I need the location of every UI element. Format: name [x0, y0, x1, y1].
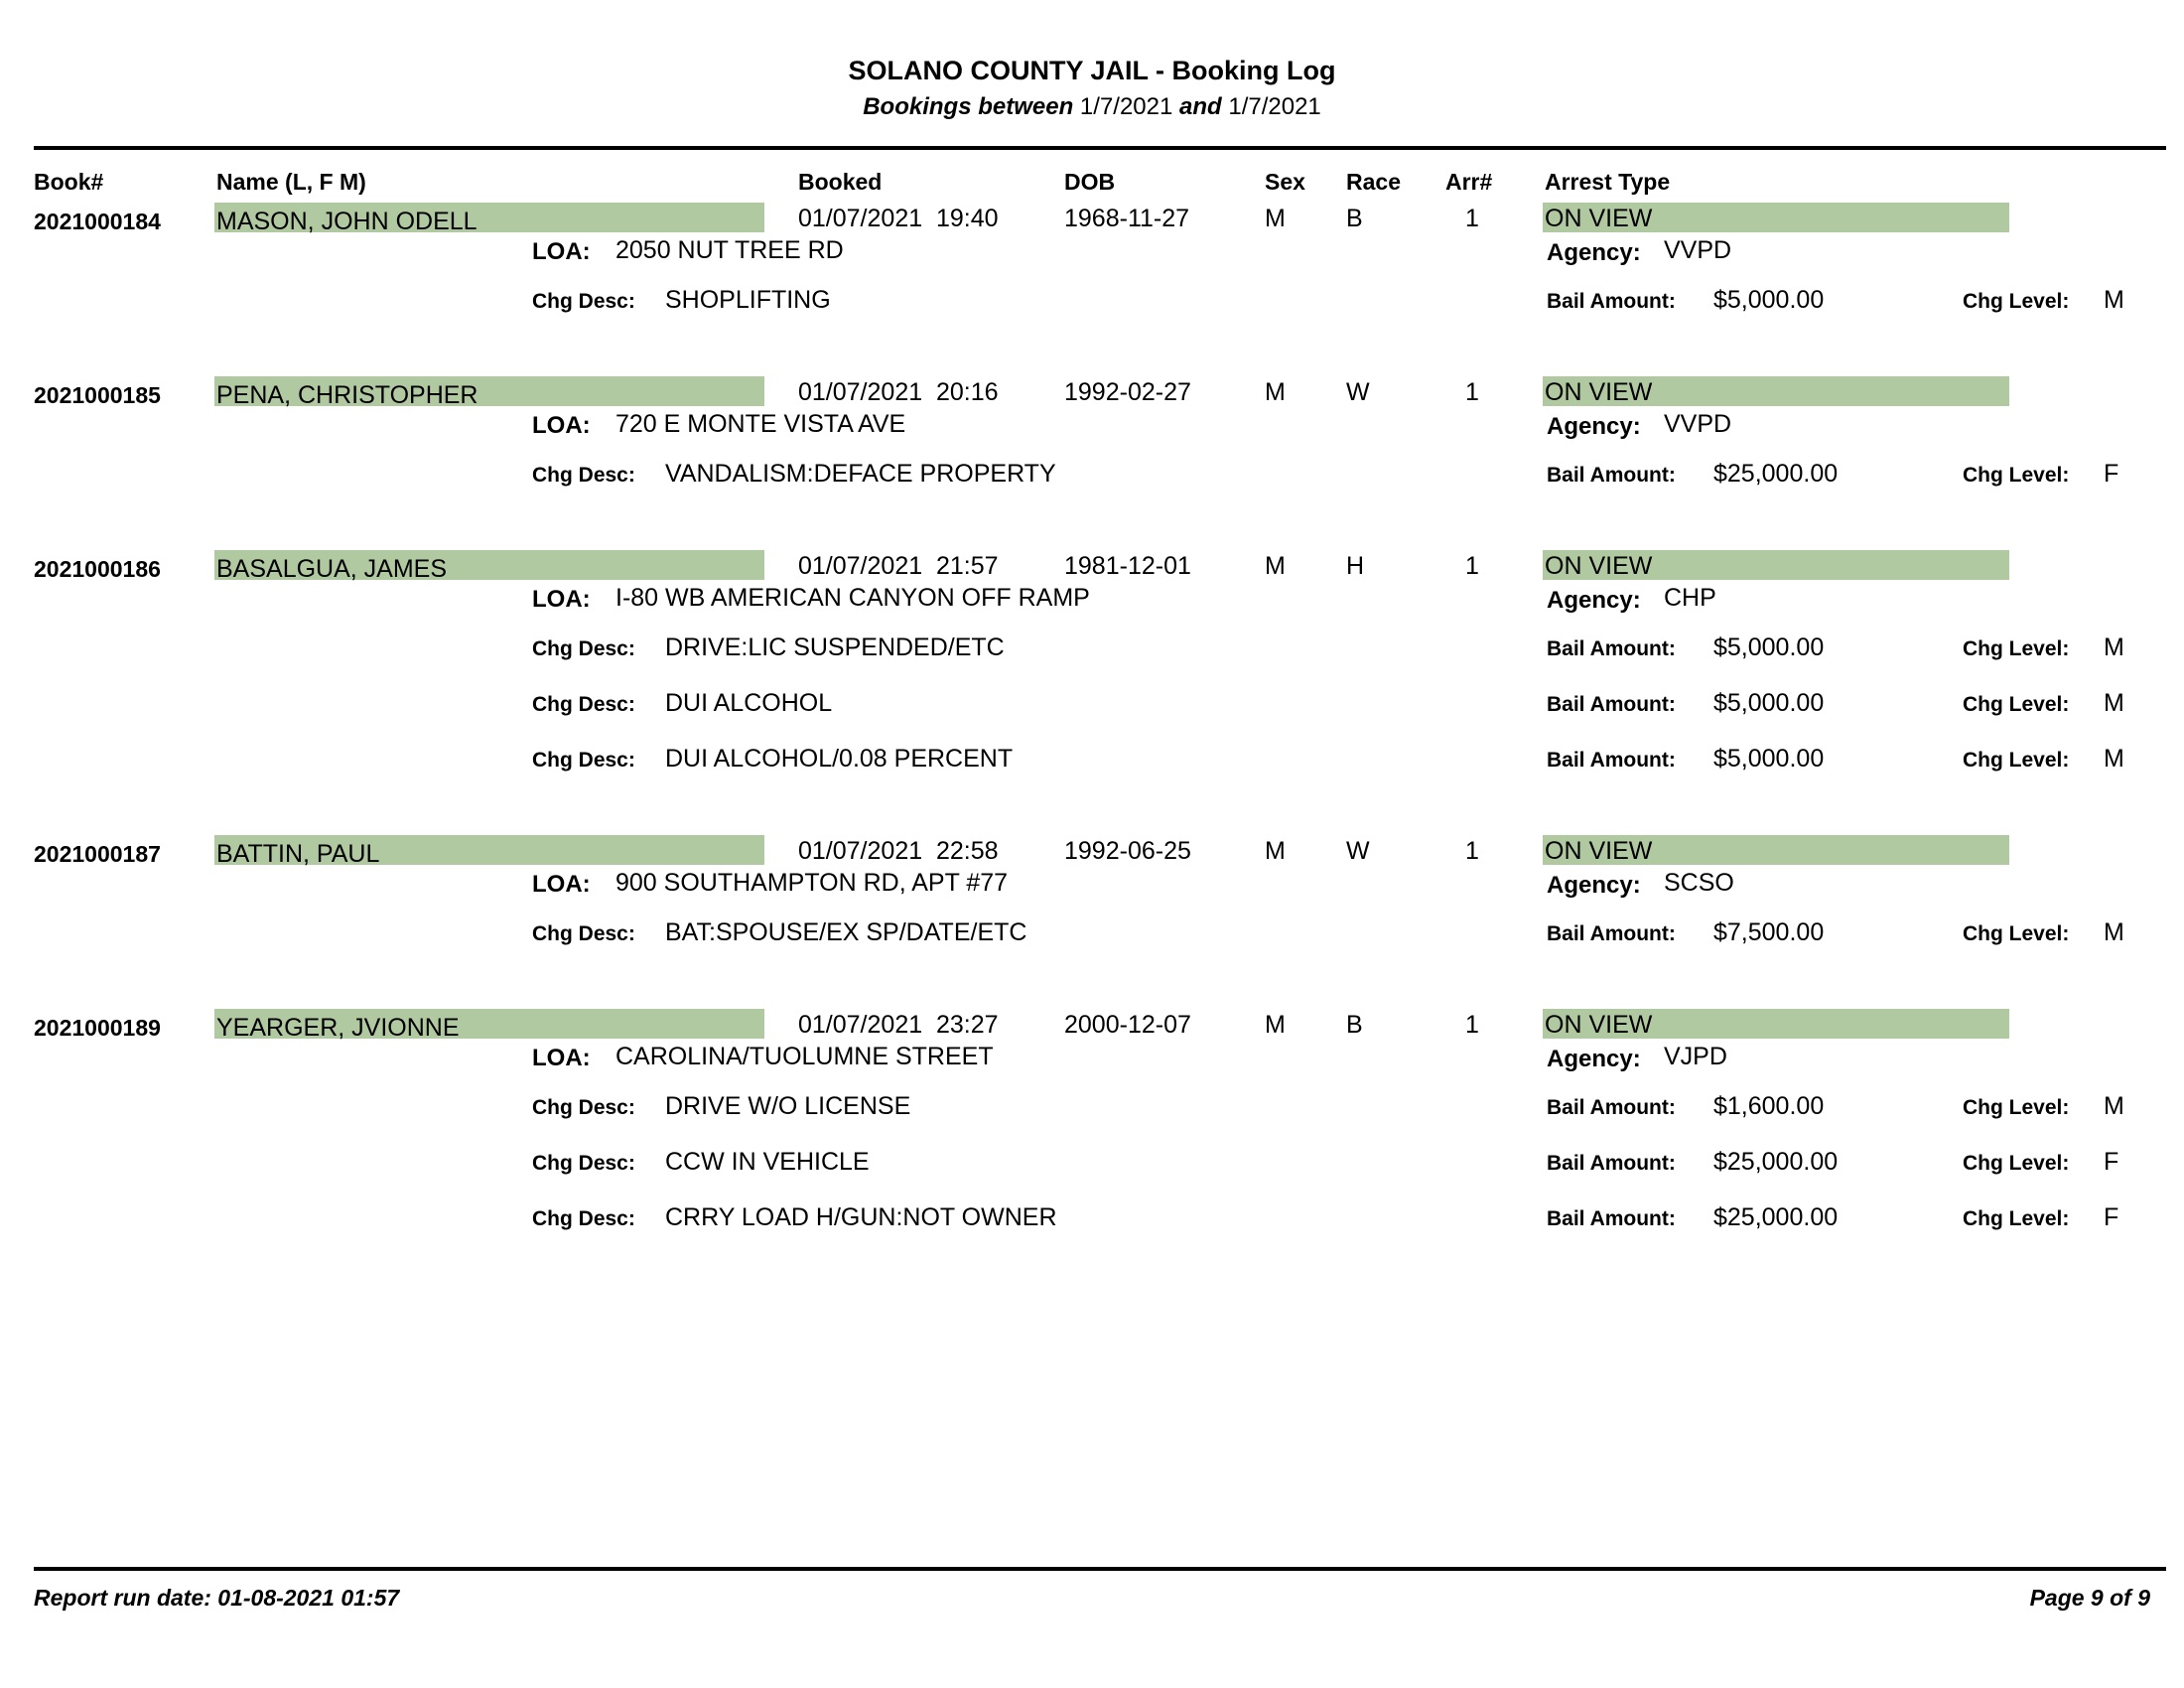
chg-desc-label: Chg Desc:: [532, 464, 635, 487]
chg-desc-value: CRRY LOAD H/GUN:NOT OWNER: [665, 1203, 1057, 1231]
sex: M: [1265, 552, 1286, 580]
date-from: 1/7/2021: [1079, 93, 1173, 120]
bail-amount-value: $5,000.00: [1713, 633, 1825, 661]
chg-level-value: M: [2104, 745, 2124, 773]
booked-date: 01/07/2021: [798, 1011, 923, 1039]
chg-desc-label: Chg Desc:: [532, 922, 635, 945]
col-sex: Sex: [1265, 169, 1305, 195]
chg-desc-label: Chg Desc:: [532, 1096, 635, 1119]
book-number: 2021000184: [34, 209, 161, 234]
race: W: [1346, 837, 1370, 865]
arrest-type: ON VIEW: [1545, 378, 1653, 406]
chg-level-label: Chg Level:: [1963, 1152, 2070, 1175]
arrest-type-highlight: [1543, 376, 2009, 406]
bail-amount-label: Bail Amount:: [1547, 637, 1676, 660]
arrest-type-highlight: [1543, 203, 2009, 232]
chg-desc-value: DUI ALCOHOL/0.08 PERCENT: [665, 745, 1014, 773]
name-highlight: [214, 835, 764, 868]
bail-amount-value: $25,000.00: [1713, 1203, 1839, 1231]
page-number: Page 9 of 9: [2029, 1585, 2150, 1611]
arrest-type-highlight: [1543, 1009, 2009, 1039]
inmate-name: MASON, JOHN ODELL: [216, 208, 478, 235]
booking-record: [0, 831, 2184, 990]
chg-desc-value: BAT:SPOUSE/EX SP/DATE/ETC: [665, 918, 1027, 946]
book-number: 2021000187: [34, 841, 161, 867]
subtitle-and: and: [1179, 93, 1222, 120]
chg-level-label: Chg Level:: [1963, 922, 2070, 945]
agency-value: CHP: [1664, 584, 1716, 612]
arrest-type: ON VIEW: [1545, 552, 1653, 580]
agency-value: VVPD: [1664, 236, 1732, 264]
chg-level-label: Chg Level:: [1963, 1096, 2070, 1119]
col-name: Name (L, F M): [216, 169, 366, 195]
book-number: 2021000185: [34, 382, 161, 408]
chg-desc-label: Chg Desc:: [532, 1207, 635, 1230]
chg-desc-value: DRIVE W/O LICENSE: [665, 1092, 911, 1120]
race: B: [1346, 1011, 1363, 1039]
col-arrest-type: Arrest Type: [1545, 169, 1671, 195]
col-arr: Arr#: [1445, 169, 1493, 195]
loa-label: LOA:: [532, 586, 591, 613]
dob: 2000-12-07: [1064, 1011, 1191, 1039]
inmate-name: BATTIN, PAUL: [216, 840, 380, 868]
loa-value: 2050 NUT TREE RD: [615, 236, 844, 264]
booked-time: 21:57: [936, 552, 999, 580]
bail-amount-label: Bail Amount:: [1547, 464, 1676, 487]
agency-label: Agency:: [1547, 587, 1641, 614]
col-dob: DOB: [1064, 169, 1116, 195]
bail-amount-label: Bail Amount:: [1547, 693, 1676, 716]
chg-desc-label: Chg Desc:: [532, 1152, 635, 1175]
chg-level-label: Chg Level:: [1963, 1207, 2070, 1230]
loa-label: LOA:: [532, 412, 591, 439]
race: B: [1346, 205, 1363, 232]
arrest-number: 1: [1465, 552, 1479, 580]
agency-value: VVPD: [1664, 410, 1732, 438]
bail-amount-value: $5,000.00: [1713, 286, 1825, 314]
chg-level-value: M: [2104, 633, 2124, 661]
booking-record: [0, 1005, 2184, 1231]
chg-desc-value: DUI ALCOHOL: [665, 689, 833, 717]
bail-amount-label: Bail Amount:: [1547, 1207, 1676, 1230]
agency-label: Agency:: [1547, 413, 1641, 440]
bail-amount-label: Bail Amount:: [1547, 922, 1676, 945]
loa-value: 720 E MONTE VISTA AVE: [615, 410, 906, 438]
race: W: [1346, 378, 1370, 406]
chg-level-value: M: [2104, 1092, 2124, 1120]
booked-time: 23:27: [936, 1011, 999, 1039]
booking-record: [0, 199, 2184, 357]
col-booked: Booked: [798, 169, 883, 195]
loa-label: LOA:: [532, 1045, 591, 1071]
bail-amount-value: $5,000.00: [1713, 689, 1825, 717]
bail-amount-label: Bail Amount:: [1547, 749, 1676, 772]
agency-value: VJPD: [1664, 1043, 1727, 1070]
loa-value: I-80 WB AMERICAN CANYON OFF RAMP: [615, 584, 1090, 612]
dob: 1992-02-27: [1064, 378, 1191, 406]
report-title: SOLANO COUNTY JAIL - Booking Log: [848, 56, 1336, 85]
dob: 1981-12-01: [1064, 552, 1191, 580]
arrest-number: 1: [1465, 1011, 1479, 1039]
chg-level-label: Chg Level:: [1963, 749, 2070, 772]
booked-date: 01/07/2021: [798, 378, 923, 406]
loa-label: LOA:: [532, 871, 591, 898]
sex: M: [1265, 1011, 1286, 1039]
chg-level-label: Chg Level:: [1963, 693, 2070, 716]
name-highlight: [214, 1009, 764, 1042]
header-rule: [34, 146, 2166, 150]
booking-record: [0, 372, 2184, 531]
book-number: 2021000189: [34, 1015, 161, 1041]
chg-level-label: Chg Level:: [1963, 290, 2070, 313]
bail-amount-value: $25,000.00: [1713, 460, 1839, 488]
chg-desc-label: Chg Desc:: [532, 749, 635, 772]
footer-rule: [34, 1567, 2166, 1571]
chg-desc-value: CCW IN VEHICLE: [665, 1148, 870, 1176]
arrest-number: 1: [1465, 837, 1479, 865]
bail-amount-label: Bail Amount:: [1547, 290, 1676, 313]
loa-value: 900 SOUTHAMPTON RD, APT #77: [615, 869, 1009, 897]
chg-desc-label: Chg Desc:: [532, 637, 635, 660]
chg-desc-value: SHOPLIFTING: [665, 286, 831, 314]
name-highlight: [214, 203, 764, 235]
subtitle-prefix: Bookings between: [863, 93, 1074, 120]
chg-desc-label: Chg Desc:: [532, 693, 635, 716]
report-subtitle: [0, 93, 2184, 121]
chg-level-value: M: [2104, 286, 2124, 314]
booked-date: 01/07/2021: [798, 552, 923, 580]
loa-value: CAROLINA/TUOLUMNE STREET: [615, 1043, 994, 1070]
sex: M: [1265, 205, 1286, 232]
report-run-date: Report run date: 01-08-2021 01:57: [34, 1585, 400, 1611]
dob: 1968-11-27: [1064, 205, 1190, 232]
chg-level-value: M: [2104, 689, 2124, 717]
date-to: 1/7/2021: [1228, 93, 1321, 120]
booked-time: 19:40: [936, 205, 999, 232]
bail-amount-value: $5,000.00: [1713, 745, 1825, 773]
arrest-type-highlight: [1543, 550, 2009, 580]
arrest-number: 1: [1465, 378, 1479, 406]
chg-level-label: Chg Level:: [1963, 637, 2070, 660]
bail-amount-label: Bail Amount:: [1547, 1096, 1676, 1119]
booked-time: 20:16: [936, 378, 999, 406]
agency-value: SCSO: [1664, 869, 1734, 897]
chg-level-value: M: [2104, 918, 2124, 946]
sex: M: [1265, 378, 1286, 406]
booked-date: 01/07/2021: [798, 837, 923, 865]
name-highlight: [214, 376, 764, 409]
chg-level-value: F: [2104, 1203, 2119, 1231]
col-race: Race: [1346, 169, 1401, 195]
col-book: Book#: [34, 169, 104, 195]
arrest-type: ON VIEW: [1545, 205, 1653, 232]
booked-date: 01/07/2021: [798, 205, 923, 232]
agency-label: Agency:: [1547, 1046, 1641, 1072]
chg-level-value: F: [2104, 460, 2119, 488]
chg-desc-value: VANDALISM:DEFACE PROPERTY: [665, 460, 1056, 488]
bail-amount-value: $7,500.00: [1713, 918, 1825, 946]
booking-record: [0, 546, 2184, 773]
chg-desc-label: Chg Desc:: [532, 290, 635, 313]
bail-amount-label: Bail Amount:: [1547, 1152, 1676, 1175]
bail-amount-value: $1,600.00: [1713, 1092, 1825, 1120]
book-number: 2021000186: [34, 556, 161, 582]
inmate-name: YEARGER, JVIONNE: [216, 1014, 460, 1042]
dob: 1992-06-25: [1064, 837, 1191, 865]
race: H: [1346, 552, 1365, 580]
chg-level-label: Chg Level:: [1963, 464, 2070, 487]
agency-label: Agency:: [1547, 872, 1641, 899]
chg-desc-value: DRIVE:LIC SUSPENDED/ETC: [665, 633, 1005, 661]
sex: M: [1265, 837, 1286, 865]
bail-amount-value: $25,000.00: [1713, 1148, 1839, 1176]
arrest-type-highlight: [1543, 835, 2009, 865]
loa-label: LOA:: [532, 238, 591, 265]
arrest-number: 1: [1465, 205, 1479, 232]
name-highlight: [214, 550, 764, 583]
inmate-name: PENA, CHRISTOPHER: [216, 381, 478, 409]
booked-time: 22:58: [936, 837, 999, 865]
chg-level-value: F: [2104, 1148, 2119, 1176]
inmate-name: BASALGUA, JAMES: [216, 555, 448, 583]
agency-label: Agency:: [1547, 239, 1641, 266]
arrest-type: ON VIEW: [1545, 837, 1653, 865]
arrest-type: ON VIEW: [1545, 1011, 1653, 1039]
